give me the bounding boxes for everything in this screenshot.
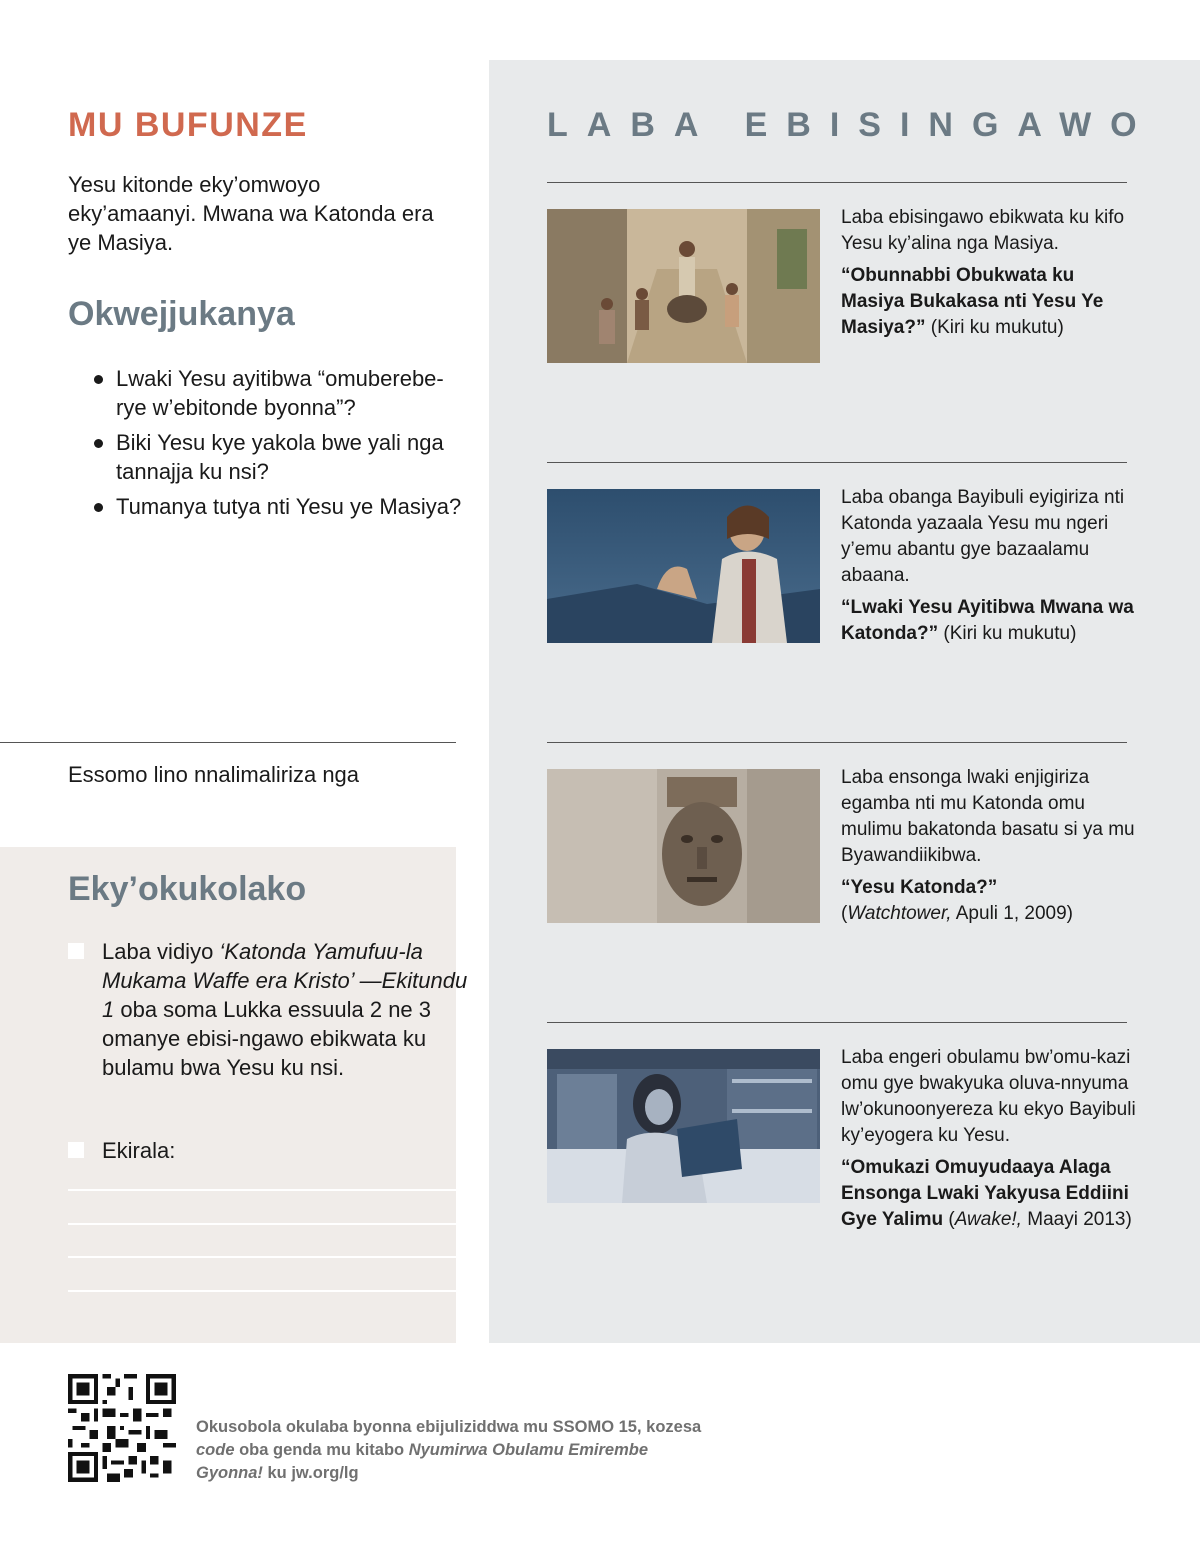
- goal-checkbox[interactable]: [68, 1142, 84, 1158]
- article-link[interactable]: [841, 595, 1141, 647]
- article-link[interactable]: [841, 263, 1141, 341]
- write-line[interactable]: [68, 1256, 456, 1258]
- goal-other-label: Ekirala:: [102, 1138, 176, 1163]
- publication-name: Awake!,: [954, 1209, 1022, 1230]
- publication-date: Apuli 1, 2009): [951, 903, 1074, 924]
- article-title[interactable]: “Yesu Katonda?”: [841, 877, 998, 898]
- footer-note: [196, 1416, 716, 1485]
- article-title[interactable]: “Omukazi Omuyudaaya Alaga Ensonga Lwaki Yakyusa Eddiini Gye Yalimu: [841, 1157, 1129, 1230]
- footer-text-mid: oba genda mu kitabo: [234, 1441, 409, 1459]
- article-link[interactable]: [841, 875, 1141, 901]
- write-line[interactable]: [68, 1223, 456, 1225]
- goals-panel: [0, 847, 456, 1343]
- footer-text-start: Okusobola okulaba byonna ebijuliziddwa mu SSOMO 15, kozesa: [196, 1418, 702, 1436]
- summary-heading: MU BUFUNZE: [68, 106, 308, 144]
- article-title[interactable]: “Obunnabbi Obukwata ku Masiya Bukakasa nti Yesu Ye Masiya?”: [841, 265, 1104, 338]
- footer-book-title: Nyumirwa Obulamu Emirembe Gyonna!: [196, 1441, 649, 1482]
- review-heading: Okwejjukanya: [68, 295, 295, 333]
- article-source: (Kiri ku mukutu): [938, 623, 1077, 644]
- article-entry: [841, 765, 1141, 933]
- summary-text: Yesu kitonde eky’omwoyo eky’amaanyi. Mwana wa Katonda era ye Masiya.: [68, 172, 434, 255]
- goals-heading: Eky’okukolako: [68, 870, 307, 908]
- article-description: Laba ensonga lwaki enjigiriza egamba nti mu Katonda omu mulimu bakatonda basatu si ya mu Byawandiikibwa.: [841, 767, 1135, 866]
- divider: [547, 742, 1127, 743]
- divider: [547, 182, 1127, 183]
- article-link[interactable]: [841, 1155, 1141, 1233]
- article-source: (Kiri ku mukutu): [925, 317, 1064, 338]
- write-line[interactable]: [68, 1290, 456, 1292]
- three-faced-statue-image[interactable]: [547, 769, 820, 923]
- review-question: Lwaki Yesu ayitibwa “omuberebe-rye w’ebitonde byonna”?: [92, 364, 462, 422]
- jesus-praying-image[interactable]: [547, 489, 820, 643]
- review-question: Biki Yesu kye yakola bwe yali nga tannajja ku nsi?: [92, 428, 462, 486]
- divider: [547, 462, 1127, 463]
- write-line[interactable]: [68, 1189, 456, 1191]
- goal-text-end: oba soma Lukka essuula 2 ne 3 omanye ebisi-ngawo ebikwata ku bulamu bwa Yesu ku nsi.: [102, 997, 432, 1080]
- divider: [547, 1022, 1127, 1023]
- goal-text-start: Laba vidiyo: [102, 939, 220, 964]
- article-entry: [841, 1045, 1141, 1239]
- article-entry: [841, 205, 1141, 347]
- article-description: Laba engeri obulamu bw’omu-kazi omu gye bwakyuka oluva-nnyuma lw’okunoonyereza ku ekyo Bayibuli ky’eyogera ku Yesu.: [841, 1047, 1136, 1146]
- review-question: Tumanya tutya nti Yesu ye Masiya?: [92, 492, 462, 521]
- explore-heading: LABA EBISINGAWO: [547, 106, 1156, 144]
- article-title[interactable]: “Lwaki Yesu Ayitibwa Mwana wa Katonda?”: [841, 597, 1134, 644]
- article-entry: [841, 485, 1141, 653]
- goal-item-other: [68, 1136, 472, 1165]
- footer-code-word: code: [196, 1441, 235, 1459]
- completion-date-prompt: Essomo lino nnalimaliriza nga: [68, 762, 360, 787]
- review-question-list: [92, 364, 462, 527]
- publication-date: Maayi 2013): [1021, 1209, 1132, 1230]
- source-paren: (: [943, 1209, 955, 1230]
- triumphal-entry-image[interactable]: [547, 209, 820, 363]
- video-title: ‘Katonda Yamufuu-la Mukama Waffe era Kristo’ —Ekitundu 1: [102, 939, 468, 1022]
- article-description: Laba ebisingawo ebikwata ku kifo Yesu ky’alina nga Masiya.: [841, 207, 1125, 254]
- divider: [0, 742, 456, 743]
- goal-checkbox[interactable]: [68, 943, 84, 959]
- source-paren: (: [841, 903, 848, 924]
- qr-code[interactable]: [68, 1374, 176, 1482]
- woman-reading-image[interactable]: [547, 1049, 820, 1203]
- article-source: [841, 901, 1141, 927]
- publication-name: Watchtower,: [847, 903, 952, 924]
- goal-item: [68, 937, 472, 1082]
- article-description: Laba obanga Bayibuli eyigiriza nti Katonda yazaala Yesu mu ngeri y’emu abantu gye bazaalamu abaana.: [841, 487, 1125, 586]
- footer-link[interactable]: ku jw.org/lg: [262, 1464, 359, 1482]
